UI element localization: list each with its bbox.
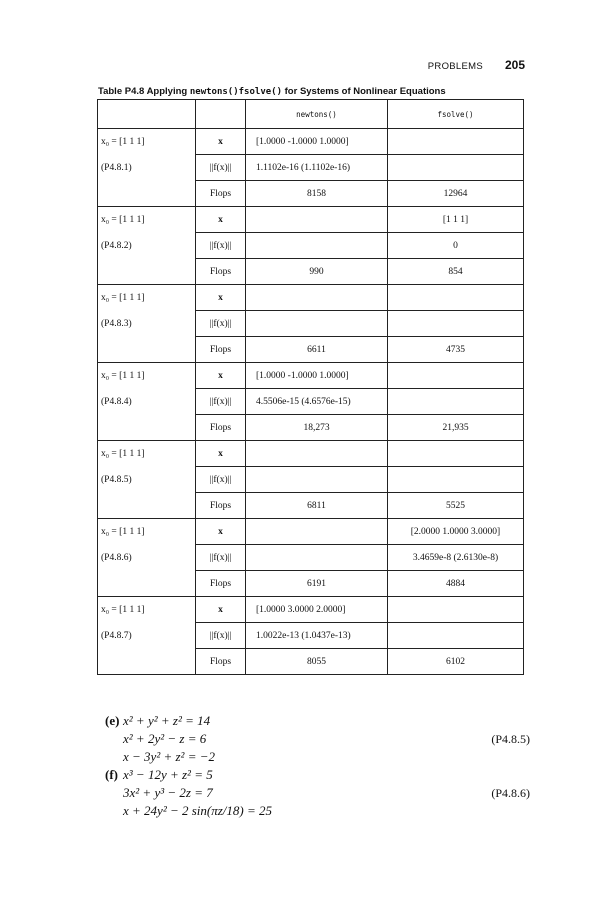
fsolve-value-cell: 6102 xyxy=(388,649,524,675)
newtons-value-cell xyxy=(246,441,388,467)
running-title: PROBLEMS xyxy=(427,61,483,72)
problem-id-cell: (P4.8.3) xyxy=(98,311,196,337)
metric-label-cell: Flops xyxy=(196,181,246,207)
metric-label-cell: x xyxy=(196,129,246,155)
page-number: 205 xyxy=(504,58,525,72)
fsolve-value-cell: [1 1 1] xyxy=(388,207,524,233)
metric-label-cell: ||f(x)|| xyxy=(196,545,246,571)
equation-text: x³ − 12y + z² = 5 xyxy=(123,767,213,782)
newtons-value-cell xyxy=(246,207,388,233)
table-row xyxy=(98,285,524,311)
caption-code-fsolve: fsolve() xyxy=(238,87,282,97)
equation-line xyxy=(105,784,530,802)
problem-blank-cell xyxy=(98,493,196,519)
metric-label-cell: x xyxy=(196,519,246,545)
equation-text: 3x² + y³ − 2z = 7 xyxy=(123,785,213,800)
equation-text: x − 3y² + z² = −2 xyxy=(123,749,215,764)
table-row xyxy=(98,129,524,155)
header-blank-cell xyxy=(98,100,196,129)
fsolve-value-cell xyxy=(388,155,524,181)
equation-text: x² + 2y² − z = 6 xyxy=(123,731,207,746)
fsolve-value-cell xyxy=(388,285,524,311)
fsolve-value-cell: 0 xyxy=(388,233,524,259)
fsolve-value-cell xyxy=(388,311,524,337)
fsolve-value-cell xyxy=(388,129,524,155)
newtons-value-cell: [1.0000 -1.0000 1.0000] xyxy=(246,363,388,389)
table-row xyxy=(98,545,524,571)
table-row xyxy=(98,623,524,649)
caption-suffix: for Systems of Nonlinear Equations xyxy=(282,86,446,97)
table-row xyxy=(98,415,524,441)
table-row xyxy=(98,181,524,207)
header-blank-cell xyxy=(196,100,246,129)
equation-tag: (P4.8.5) xyxy=(491,732,530,746)
running-head xyxy=(428,58,525,72)
newtons-value-cell xyxy=(246,311,388,337)
metric-label-cell: Flops xyxy=(196,571,246,597)
metric-label-cell: Flops xyxy=(196,493,246,519)
table-row xyxy=(98,571,524,597)
results-table xyxy=(97,99,524,675)
table-row xyxy=(98,467,524,493)
initial-guess-cell: x₀ = [1 1 1] xyxy=(98,363,196,389)
metric-label-cell: x xyxy=(196,597,246,623)
problem-id-cell: (P4.8.1) xyxy=(98,155,196,181)
table-row xyxy=(98,389,524,415)
fsolve-value-cell xyxy=(388,441,524,467)
equation-line xyxy=(105,730,530,748)
problem-id-cell: (P4.8.7) xyxy=(98,623,196,649)
table-row xyxy=(98,597,524,623)
newtons-value-cell: 4.5506e-15 (4.6576e-15) xyxy=(246,389,388,415)
problem-id-cell: (P4.8.4) xyxy=(98,389,196,415)
problem-id-cell: (P4.8.5) xyxy=(98,467,196,493)
equation-line xyxy=(105,802,530,820)
metric-label-cell: Flops xyxy=(196,415,246,441)
initial-guess-cell: x₀ = [1 1 1] xyxy=(98,129,196,155)
table-caption xyxy=(98,86,446,97)
equation-block xyxy=(105,712,530,820)
metric-label-cell: x xyxy=(196,363,246,389)
newtons-value-cell: 6611 xyxy=(246,337,388,363)
metric-label-cell: ||f(x)|| xyxy=(196,623,246,649)
newtons-value-cell: [1.0000 -1.0000 1.0000] xyxy=(246,129,388,155)
table-row xyxy=(98,441,524,467)
table-row xyxy=(98,649,524,675)
newtons-value-cell: 18,273 xyxy=(246,415,388,441)
newtons-value-cell: 6191 xyxy=(246,571,388,597)
initial-guess-cell: x₀ = [1 1 1] xyxy=(98,207,196,233)
initial-guess-cell: x₀ = [1 1 1] xyxy=(98,285,196,311)
initial-guess-cell: x₀ = [1 1 1] xyxy=(98,597,196,623)
newtons-value-cell: 1.1102e-16 (1.1102e-16) xyxy=(246,155,388,181)
equation-part-label: (f) xyxy=(105,767,118,782)
newtons-value-cell: 990 xyxy=(246,259,388,285)
fsolve-value-cell: 3.4659e-8 (2.6130e-8) xyxy=(388,545,524,571)
metric-label-cell: ||f(x)|| xyxy=(196,389,246,415)
table-row xyxy=(98,259,524,285)
equation-line xyxy=(105,712,530,730)
table-row xyxy=(98,233,524,259)
caption-prefix: Table P4.8 Applying xyxy=(98,86,190,97)
equation-tag: (P4.8.6) xyxy=(491,786,530,800)
fsolve-value-cell xyxy=(388,467,524,493)
equation-text: x + 24y² − 2 sin(πz/18) = 25 xyxy=(123,803,273,818)
metric-label-cell: ||f(x)|| xyxy=(196,467,246,493)
metric-label-cell: x xyxy=(196,207,246,233)
fsolve-value-cell: 21,935 xyxy=(388,415,524,441)
problem-id-cell: (P4.8.2) xyxy=(98,233,196,259)
table-row xyxy=(98,493,524,519)
table-row xyxy=(98,363,524,389)
table-row xyxy=(98,155,524,181)
table-row xyxy=(98,311,524,337)
newtons-value-cell xyxy=(246,467,388,493)
metric-label-cell: x xyxy=(196,441,246,467)
metric-label-cell: ||f(x)|| xyxy=(196,155,246,181)
problem-blank-cell xyxy=(98,181,196,207)
metric-label-cell: Flops xyxy=(196,337,246,363)
newtons-value-cell xyxy=(246,233,388,259)
newtons-value-cell xyxy=(246,285,388,311)
metric-label-cell: x xyxy=(196,285,246,311)
newtons-value-cell: [1.0000 3.0000 2.0000] xyxy=(246,597,388,623)
fsolve-value-cell: 4884 xyxy=(388,571,524,597)
fsolve-value-cell: 5525 xyxy=(388,493,524,519)
initial-guess-cell: x₀ = [1 1 1] xyxy=(98,519,196,545)
newtons-value-cell: 8158 xyxy=(246,181,388,207)
problem-blank-cell xyxy=(98,415,196,441)
col-header-newtons: newtons() xyxy=(246,100,388,129)
fsolve-value-cell: [2.0000 1.0000 3.0000] xyxy=(388,519,524,545)
problem-id-cell: (P4.8.6) xyxy=(98,545,196,571)
fsolve-value-cell: 4735 xyxy=(388,337,524,363)
newtons-value-cell xyxy=(246,519,388,545)
fsolve-value-cell xyxy=(388,597,524,623)
col-header-fsolve: fsolve() xyxy=(388,100,524,129)
table-row xyxy=(98,207,524,233)
newtons-value-cell: 8055 xyxy=(246,649,388,675)
metric-label-cell: ||f(x)|| xyxy=(196,311,246,337)
equation-part-label: (e) xyxy=(105,713,120,728)
metric-label-cell: ||f(x)|| xyxy=(196,233,246,259)
problem-blank-cell xyxy=(98,259,196,285)
table-row xyxy=(98,519,524,545)
fsolve-value-cell xyxy=(388,389,524,415)
fsolve-value-cell xyxy=(388,363,524,389)
problem-blank-cell xyxy=(98,337,196,363)
table-row xyxy=(98,337,524,363)
newtons-value-cell: 1.0022e-13 (1.0437e-13) xyxy=(246,623,388,649)
equation-line xyxy=(105,748,530,766)
fsolve-value-cell xyxy=(388,623,524,649)
newtons-value-cell: 6811 xyxy=(246,493,388,519)
problem-blank-cell xyxy=(98,649,196,675)
caption-code-newtons: newtons() xyxy=(189,87,239,97)
metric-label-cell: Flops xyxy=(196,649,246,675)
initial-guess-cell: x₀ = [1 1 1] xyxy=(98,441,196,467)
problem-blank-cell xyxy=(98,571,196,597)
equation-text: x² + y² + z² = 14 xyxy=(123,713,211,728)
table-header-row xyxy=(98,100,524,129)
fsolve-value-cell: 854 xyxy=(388,259,524,285)
newtons-value-cell xyxy=(246,545,388,571)
metric-label-cell: Flops xyxy=(196,259,246,285)
fsolve-value-cell: 12964 xyxy=(388,181,524,207)
equation-line xyxy=(105,766,530,784)
